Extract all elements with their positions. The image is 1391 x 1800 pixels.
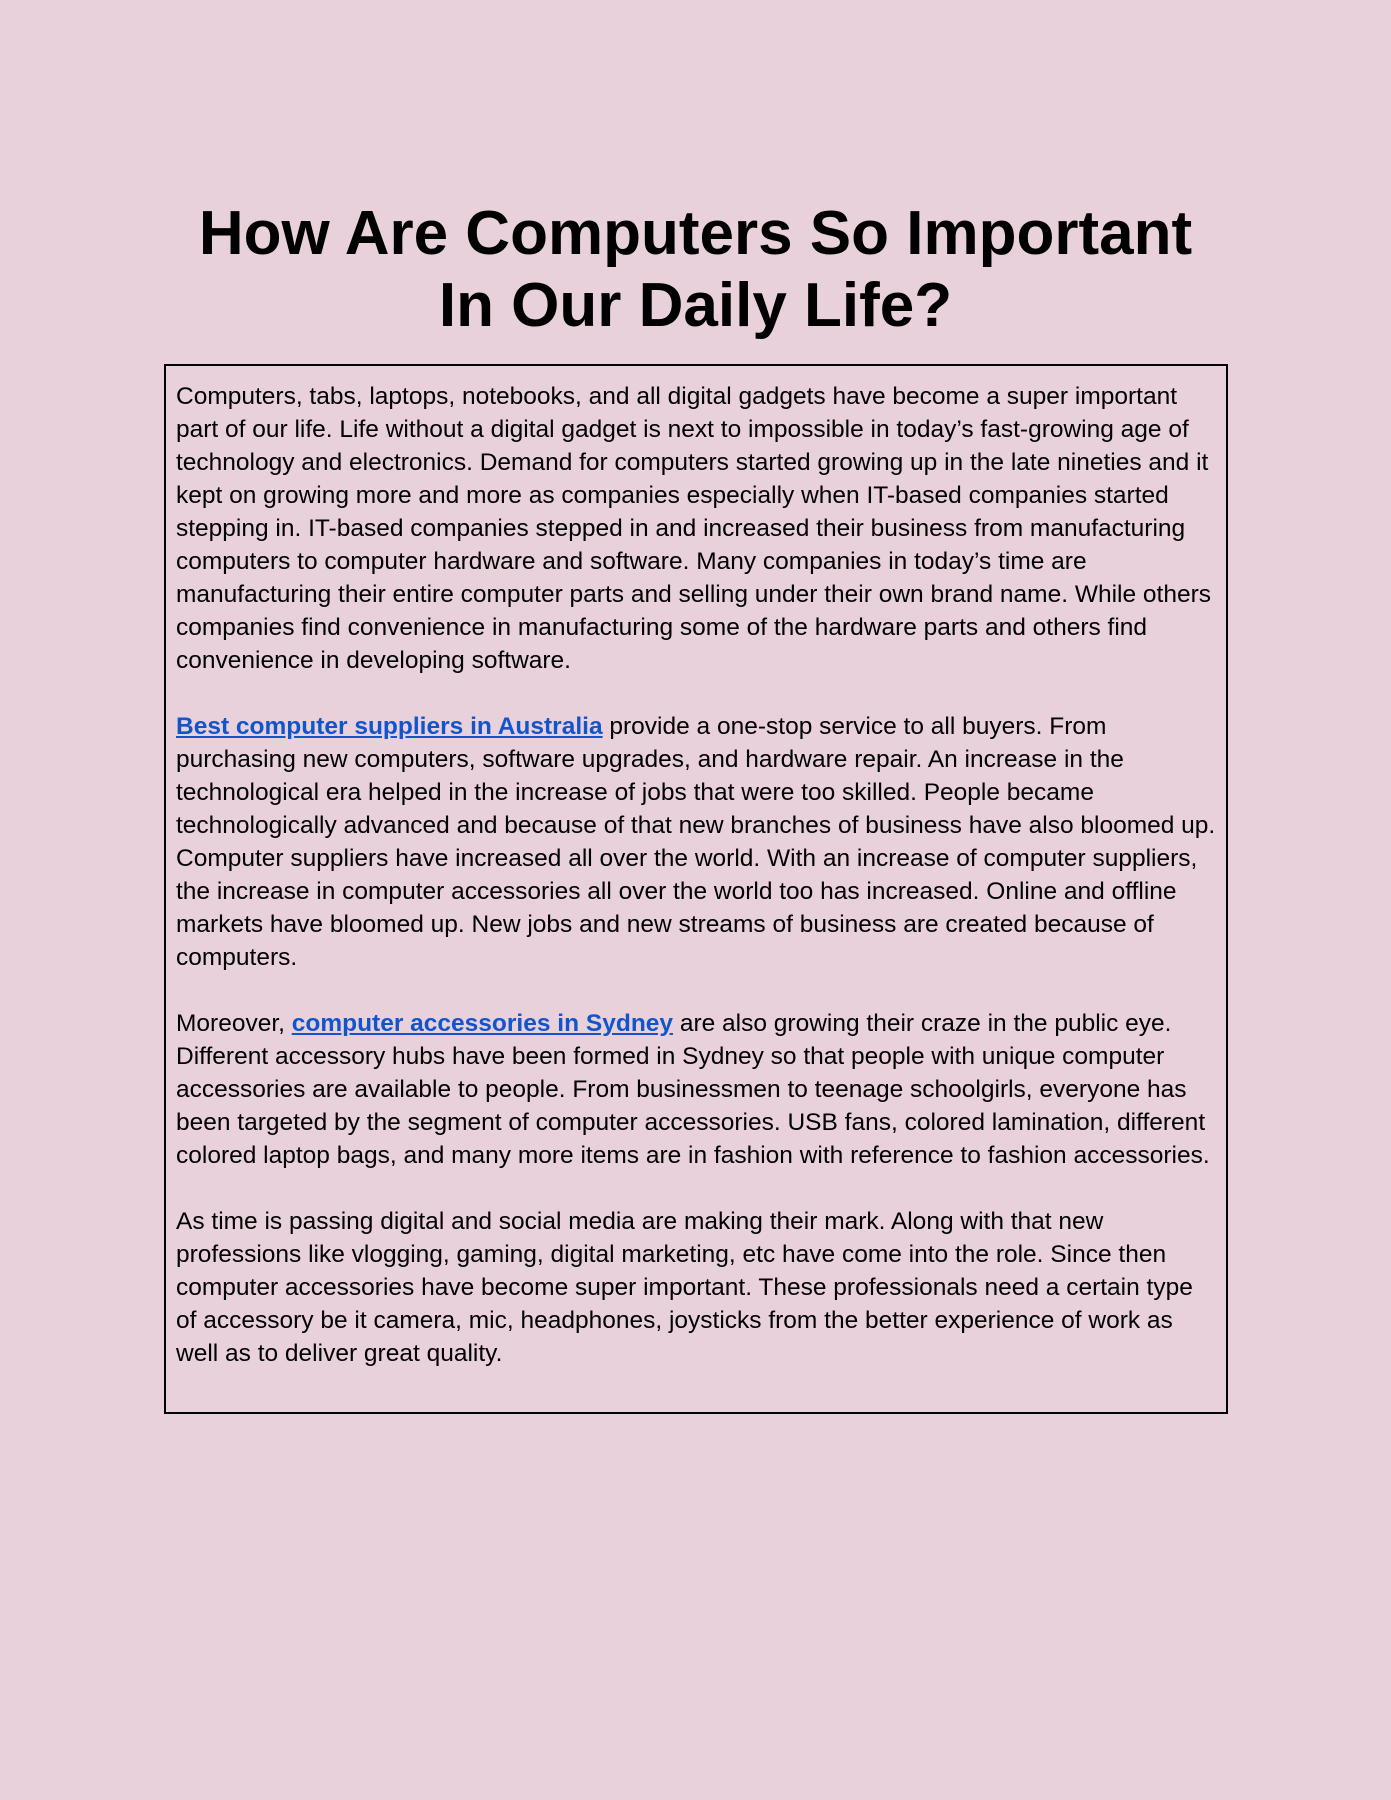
link-computer-accessories-sydney[interactable]: computer accessories in Sydney [291,1010,674,1037]
paragraph-3-lead: Moreover, [176,1010,292,1037]
title-line-2: In Our Daily Life? [438,271,953,340]
paragraph-2-text: provide a one-stop service to all buyers. From purchasing new computers, software upgrades, and hardware repair. An increase in the technological era helped in the increase of jobs that were too skilled. People became technologically advanced and because of that new branches of business have also bloomed up. Computer suppliers have increased all over the world. With an increase of computer suppliers, the increase in computer accessories all over the world too has increased. Online and offline markets have bloomed up. New jobs and new streams of business are created because of computers. [176,713,1216,971]
paragraph-2 [176,710,1217,974]
title-line-1: How Are Computers So Important [198,199,1193,268]
paragraph-4: As time is passing digital and social media are making their mark. Along with that new professions like vlogging, gaming, digital marketing, etc have come into the role. Since then computer accessories have become super important. These professionals need a certain type of accessory be it camera, mic, headphones, joysticks from the better experience of work as well as to deliver great quality. [176,1208,1193,1367]
paragraph-3 [176,1007,1217,1172]
page-title [0,198,1391,342]
paragraph-1: Computers, tabs, laptops, notebooks, and all digital gadgets have become a super important part of our life. Life without a digital gadget is next to impossible in today’s fast-growing age of technology and electronics. Demand for computers started growing up in the late nineties and it kept on growing more and more as companies especially when IT-based companies started stepping in. IT-based companies stepped in and increased their business from manufacturing computers to computer hardware and software. Many companies in today’s time are manufacturing their entire computer parts and selling under their own brand name. While others companies find convenience in manufacturing some of the hardware parts and others find convenience in developing software. [176,383,1211,674]
article-box [164,364,1228,1414]
paragraph-3-text: are also growing their craze in the public eye. Different accessory hubs have been formed in Sydney so that people with unique computer accessories are available to people. From businessmen to teenage schoolgirls, everyone has been targeted by the segment of computer accessories. USB fans, colored lamination, different colored laptop bags, and many more items are in fashion with reference to fashion accessories. [176,1010,1210,1169]
link-computer-suppliers-australia[interactable]: Best computer suppliers in Australia [176,713,603,740]
